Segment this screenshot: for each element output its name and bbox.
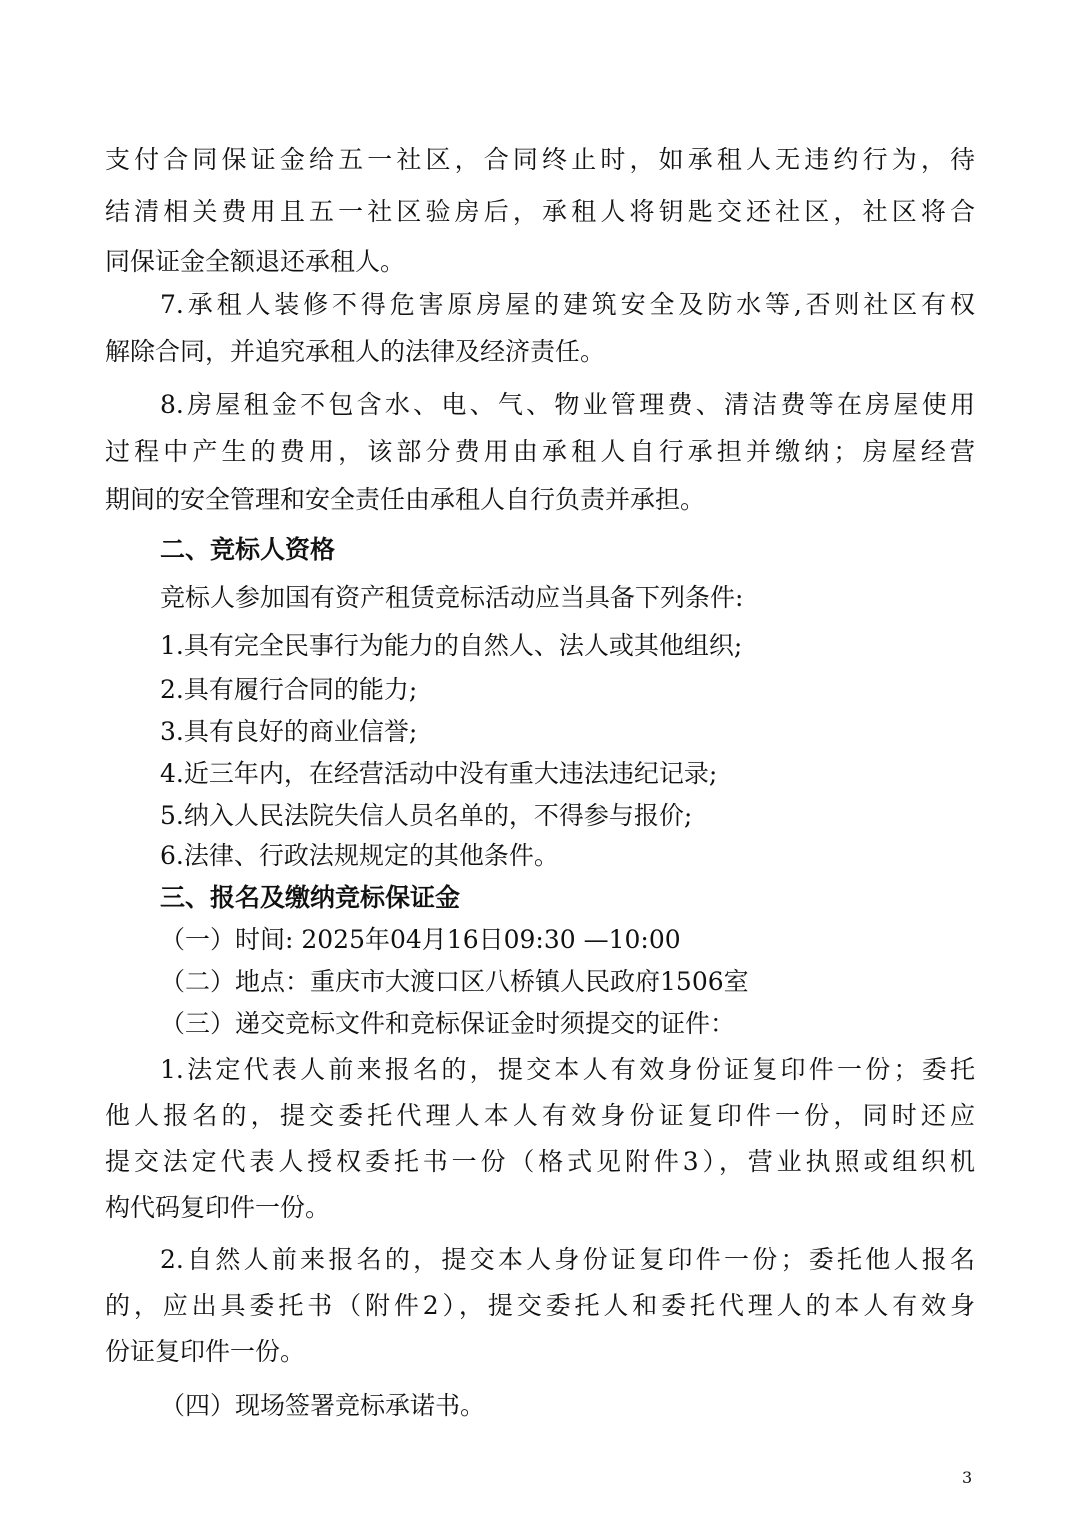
text-line: 他人报名的，提交委托代理人本人有效身份证复印件一份，同时还应 <box>105 1101 975 1130</box>
text-line: 构代码复印件一份。 <box>105 1193 331 1222</box>
list-item: 2.具有履行合同的能力; <box>160 675 418 704</box>
list-item: 1.具有完全民事行为能力的自然人、法人或其他组织; <box>160 631 743 660</box>
text-line: 7.承租人装修不得危害原房屋的建筑安全及防水等,否则社区有权 <box>160 290 975 319</box>
text-line: （三）递交竞标文件和竞标保证金时须提交的证件： <box>160 1009 736 1038</box>
text-line: （二）地点：重庆市大渡口区八桥镇人民政府1506室 <box>160 967 749 996</box>
page-number: 3 <box>962 1468 973 1487</box>
section-heading: 三、报名及缴纳竞标保证金 <box>160 883 461 912</box>
text-line: 的，应出具委托书（附件2），提交委托人和委托代理人的本人有效身 <box>105 1291 975 1320</box>
text-line: （一）时间: 2025年04月16日09:30 —10:00 <box>160 925 681 954</box>
list-item: 3.具有良好的商业信誉; <box>160 717 418 746</box>
text-line: 结清相关费用且五一社区验房后，承租人将钥匙交还社区，社区将合 <box>105 197 975 226</box>
list-item: 6.法律、行政法规规定的其他条件。 <box>160 841 559 870</box>
text-line: 8.房屋租金不包含水、电、气、物业管理费、清洁费等在房屋使用 <box>160 390 975 419</box>
text-line: 过程中产生的费用，该部分费用由承租人自行承担并缴纳；房屋经营 <box>105 437 975 466</box>
text-line: 1.法定代表人前来报名的，提交本人有效身份证复印件一份；委托 <box>160 1055 975 1084</box>
text-line: 竞标人参加国有资产租赁竞标活动应当具备下列条件: <box>160 583 744 612</box>
text-line: 期间的安全管理和安全责任由承租人自行负责并承担。 <box>105 485 706 514</box>
text-line: 同保证金全额退还承租人。 <box>105 247 406 276</box>
text-line: 解除合同，并追究承租人的法律及经济责任。 <box>105 337 606 366</box>
text-line: （四）现场签署竞标承诺书。 <box>160 1391 486 1420</box>
text-line: 份证复印件一份。 <box>105 1337 306 1366</box>
section-heading: 二、竞标人资格 <box>160 535 336 564</box>
text-line: 提交法定代表人授权委托书一份（格式见附件3），营业执照或组织机 <box>105 1147 975 1176</box>
list-item: 4.近三年内，在经营活动中没有重大违法违纪记录; <box>160 759 718 788</box>
text-line: 支付合同保证金给五一社区，合同终止时，如承租人无违约行为，待 <box>105 145 975 174</box>
list-item: 5.纳入人民法院失信人员名单的，不得参与报价; <box>160 801 693 830</box>
text-line: 2.自然人前来报名的，提交本人身份证复印件一份；委托他人报名 <box>160 1245 975 1274</box>
